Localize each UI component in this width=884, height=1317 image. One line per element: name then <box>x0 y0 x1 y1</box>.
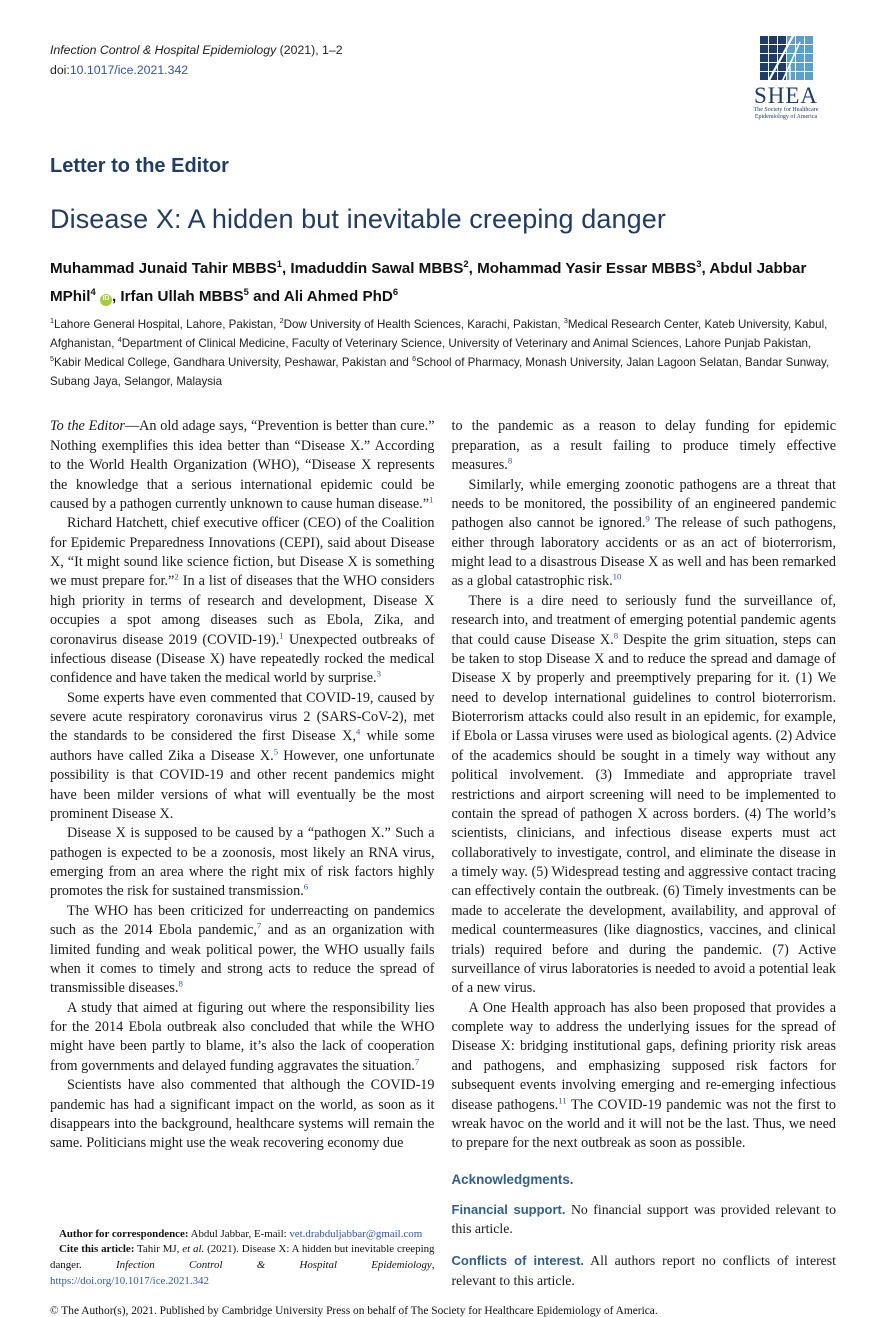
body-paragraph: to the pandemic as a reason to delay funding for epidemic preparation, as a result failing to produce timely effective measures.$^8$ <box>451 418 836 474</box>
body-paragraph: Richard Hatchett, chief executive officer (CEO) of the Coalition for Epidemic Preparedness Innovations (CEPI), said about Disease X, “It might sound like science fiction, but Disease X is something we must prepare for.”$^2$ In a list of diseases that the WHO considers high priority in terms of research and development, Disease X occupies a spot among diseases such as Ebola, Zika, and coronavirus disease 2019 (COVID-19).$^1$ Unexpected outbreaks of infectious disease (Disease X) have repeatedly rocked the medical confidence and have taken the medical world by surprise.$^3$ <box>50 515 435 687</box>
affiliation-marker: 1 <box>276 257 282 269</box>
column-left <box>50 417 435 1290</box>
reference-marker[interactable]: 9 <box>645 513 650 524</box>
acknowledgments-heading: Acknowledgments. <box>451 1171 574 1187</box>
financial-support-paragraph <box>452 1200 837 1239</box>
section-label: Letter to the Editor <box>50 155 229 177</box>
reference-marker[interactable]: 10 <box>612 571 622 582</box>
shea-tagline-1: The Society for Healthcare <box>753 107 819 113</box>
affiliation-marker: 2 <box>463 257 469 269</box>
conflicts-paragraph <box>452 1251 837 1290</box>
article-title: Disease X: A hidden but inevitable creeping danger <box>50 204 666 234</box>
article-body <box>50 417 836 1290</box>
right-paragraphs <box>452 417 837 1153</box>
reference-marker[interactable]: 7 <box>256 920 262 931</box>
reference-marker[interactable]: 5 <box>273 746 279 757</box>
journal-line: Infection Control & Hospital Epidemiology (2021), 1–2 <box>50 43 343 57</box>
reference-marker[interactable]: 1 <box>429 494 434 505</box>
affiliation-marker: 6 <box>392 286 399 298</box>
reference-marker[interactable]: 8 <box>507 455 513 466</box>
mosaic-grid <box>760 34 813 82</box>
financial-support-text: No financial support was provided relevant to this article. <box>451 1201 836 1236</box>
body-paragraph: The WHO has been criticized for underreacting on pandemics such as the 2014 Ebola pandemic,$^7$ and as an organization with limited funding and weak political power, the WHO usually fails when it comes to timely and strong acts to reduce the spread of transmissible diseases.$^8$ <box>50 902 435 997</box>
shea-tagline-2: Epidemiology of America <box>754 114 818 120</box>
shea-mosaic-icon <box>738 36 834 120</box>
correspondence-note: Author for correspondence: Abdul Jabbar, E-mail: vet.drabduljabbar@gmail.com <box>59 1227 423 1240</box>
doi-line: doi:10.1017/ice.2021.342 <box>50 63 189 78</box>
hyperlink[interactable]: https://doi.org/10.1017/ice.2021.342 <box>50 1275 209 1288</box>
reference-marker[interactable]: 6 <box>303 881 309 892</box>
author-list: Muhammad Junaid Tahir MBBS$^1$, Imaduddin Sawal MBBS$^2$, Mohammad Yasir Essar MBBS$^3$, Abdul Jabbar MPhil$^4$ iD , Irfan Ullah MBBS$^5$ and Ali Ahmed PhD$^6$ <box>50 257 807 306</box>
affiliation-list: $^1$Lahore General Hospital, Lahore, Pakistan, $^2$Dow University of Health Sciences, Karachi, Pakistan, $^3$Medical Research Center, Kateb University, Kabul, Afghanistan, $^4$Department of Clinical Medicine, Faculty of Veterinary Science, University of Veterinary and Animal Sciences, Lahore Punjab Pakistan, $^5$Kabir Medical College, Gandhara University, Peshawar, Pakistan and $^6$School of Pharmacy, Monash University, Jalan Lagoon Selatan, Bandar Sunway, Subang Jaya, Selangor, Malaysia <box>50 316 830 388</box>
body-paragraph: A study that aimed at figuring out where the responsibility lies for the 2014 Ebola outbreak also concluded that while the WHO might have been partly to blame, it’s also the lack of cooperation from governments and delayed funding aggravates the situation.$^7$ <box>50 999 435 1074</box>
reference-marker[interactable]: 7 <box>414 1056 420 1067</box>
affiliation-marker: 3 <box>563 316 568 326</box>
reference-marker[interactable]: 3 <box>376 668 381 679</box>
conflicts-heading: Conflicts of interest. <box>451 1253 585 1269</box>
affiliation-marker: 1 <box>50 316 54 326</box>
conflicts-text: All authors report no conflicts of interest relevant to this article. <box>451 1253 836 1288</box>
left-paragraphs <box>50 417 435 1153</box>
shea-logo <box>738 36 834 125</box>
footnote-block <box>50 1227 435 1290</box>
body-paragraph: To the Editor—An old adage says, “Prevention is better than cure.” Nothing exemplifies this idea better than “Disease X.” According to the World Health Organization (WHO), “Disease X represents the knowledge that a serious international epidemic could be caused by a pathogen currently unknown to cause human disease.”$^1$ <box>50 418 435 512</box>
affiliation-marker: 5 <box>243 286 249 298</box>
column-right <box>452 417 837 1290</box>
body-paragraph: Some experts have even commented that COVID-19, caused by severe acute respiratory coronavirus virus 2 (SARS-CoV-2), met the standards to be considered the first Disease X,$^4$ while some authors have called Zika a Disease X.$^5$ However, one unfortunate possibility is that COVID-19 and other recent pandemics might have been milder versions of what will eventually be the most prominent Disease X. <box>50 689 435 822</box>
reference-marker[interactable]: 8 <box>613 629 619 640</box>
citation-note: Cite this article: Tahir MJ, et al. (2021). Disease X: A hidden but inevitable creeping danger. Infection Control & Hospital Epidemiology, https://doi.org/10.1017/ice.2021.342 <box>50 1243 435 1288</box>
reference-marker[interactable]: 2 <box>174 571 179 582</box>
shea-logo-name: SHEA <box>753 83 819 108</box>
body-paragraph: Disease X is supposed to be caused by a “pathogen X.” Such a pathogen is expected to be a zoonosis, most likely an RNA virus, emerging from an area where the right mix of risk factors highly promotes the risk for sustained transmission.$^6$ <box>50 825 435 900</box>
hyperlink[interactable]: vet.drabduljabbar@gmail.com <box>289 1227 423 1240</box>
affiliation-marker: 2 <box>279 316 284 326</box>
reference-marker[interactable]: 4 <box>355 726 361 737</box>
reference-marker[interactable]: 11 <box>558 1094 567 1105</box>
orcid-icon[interactable]: iD <box>100 294 112 306</box>
reference-marker[interactable]: 1 <box>279 629 284 640</box>
affiliation-marker: 5 <box>50 353 54 363</box>
reference-marker[interactable]: 8 <box>178 978 183 989</box>
affiliation-marker: 4 <box>117 335 122 345</box>
body-paragraph: Scientists have also commented that although the COVID-19 pandemic has had a significant impact on the world, as soon as it disappears into the background, healthcare systems will remain the same. Politicians might use the weak recovering economy due <box>50 1077 435 1152</box>
page-header <box>50 36 836 125</box>
body-paragraph: A One Health approach has also been proposed that provides a complete way to address the underlying issues for the spread of Disease X: bridging institutional gaps, defining priority risk areas and pathogens, and emphasizing supposed risk factors for subsequent events involving emerging and re-emerging infectious disease pathogens.$^{11}$ The COVID-19 pandemic was not the first to wreak havoc on the world and it will not be the last. Thus, we need to prepare for the next outbreak as soon as possible. <box>451 999 836 1152</box>
affiliation-marker: 6 <box>412 353 417 363</box>
affiliation-marker: 3 <box>696 257 702 269</box>
copyright-line: © The Author(s), 2021. Published by Cambridge University Press on behalf of The Society for Healthcare Epidemiology of America. <box>50 1304 658 1317</box>
journal-meta <box>50 36 343 81</box>
body-paragraph: Similarly, while emerging zoonotic pathogens are a threat that needs to be monitored, the possibility of an engineered pandemic pathogen also cannot be ignored.$^9$ The release of such pathogens, either through laboratory accidents or as an act of bioterrorism, might lead to a disastrous Disease X as well and has been remarked as a global catastrophic risk.$^{10}$ <box>451 476 837 590</box>
hyperlink[interactable]: 10.1017/ice.2021.342 <box>69 63 189 78</box>
financial-support-heading: Financial support. <box>451 1201 566 1217</box>
body-paragraph: There is a dire need to seriously fund the surveillance of, research into, and treatment of emerging potential pandemic agents that could cause Disease X.$^8$ Despite the grim situation, steps can be taken to stop Disease X and to reduce the spread and damage of Disease X by properly and preemptively preparing for it. (1) We need to develop international guidelines to control bioterrorism. Bioterrorism attacks could also result in an epidemic, for example, if Ebola or Lassa viruses were used as biological agents. (2) Advice of the academics should be sought in a timely way without any political involvement. (3) Immediate and appropriate travel restrictions and airport screening will need to be implemented to contain the spread of pathogen X across borders. (4) The world’s scientists, clinicians, and infectious disease experts must act collaboratively to investigate, control, and eliminate the disease in a timely way. (5) Widespread testing and aggressive contact tracing can effectively contain the outbreak. (6) Timely investments can be made to accelerate the development, availability, and approval of medical countermeasures (like diagnostics, vaccines, and clinical trials) required before and during the pandemic. (7) Active surveillance of virus laboratories is needed to avoid a potential leak of a new virus. <box>451 592 836 997</box>
affiliation-marker: 4 <box>90 286 96 298</box>
